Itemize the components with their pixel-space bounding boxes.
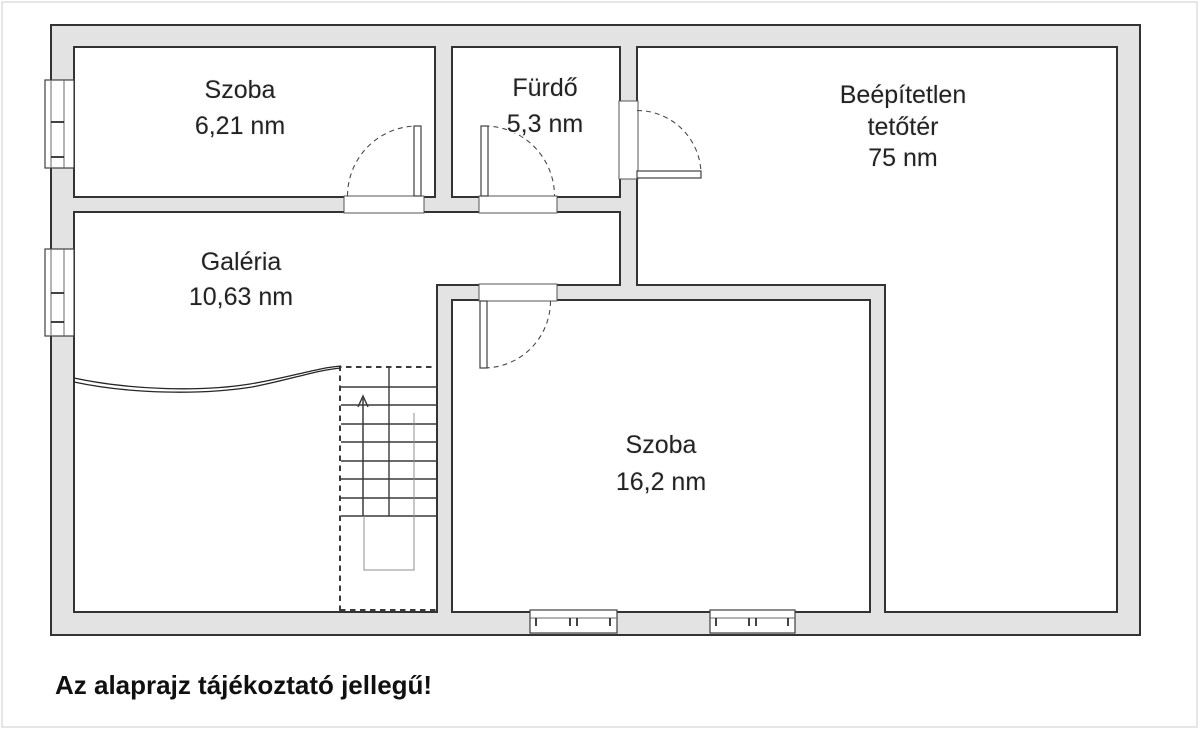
window-szoba-2-right [710,610,795,633]
room-szoba-1-area: 6,21 nm [194,112,286,140]
door-leaf-tetoter [637,171,701,178]
room-tetoter-label-line2: tetőtér [867,113,939,141]
window-galeria [45,249,74,336]
room-szoba-1-label: Szoba [204,76,276,104]
room-tetoter-label-line1: Beépítetlen [839,81,967,109]
room-szoba-2-label: Szoba [625,431,697,459]
room-galeria-area: 10,63 nm [188,283,294,311]
room-galeria-label: Galéria [200,248,282,276]
window-szoba-2-left [530,610,617,633]
door-leaf-furdo [481,126,488,196]
door-opening-furdo [479,196,557,213]
door-opening-szoba-2 [479,284,557,301]
door-leaf-szoba-2 [480,301,487,368]
door-opening-szoba-1 [344,196,424,213]
door-leaf-szoba-1 [414,126,421,196]
window-szoba-1 [45,80,74,168]
disclaimer-text: Az alaprajz tájékoztató jellegű! [55,670,433,700]
room-szoba-2-area: 16,2 nm [615,468,707,496]
door-opening-tetoter [619,101,638,179]
room-furdo-area: 5,3 nm [506,110,584,138]
room-furdo-label: Fürdő [512,74,578,102]
room-tetoter-area: 75 nm [868,144,938,172]
